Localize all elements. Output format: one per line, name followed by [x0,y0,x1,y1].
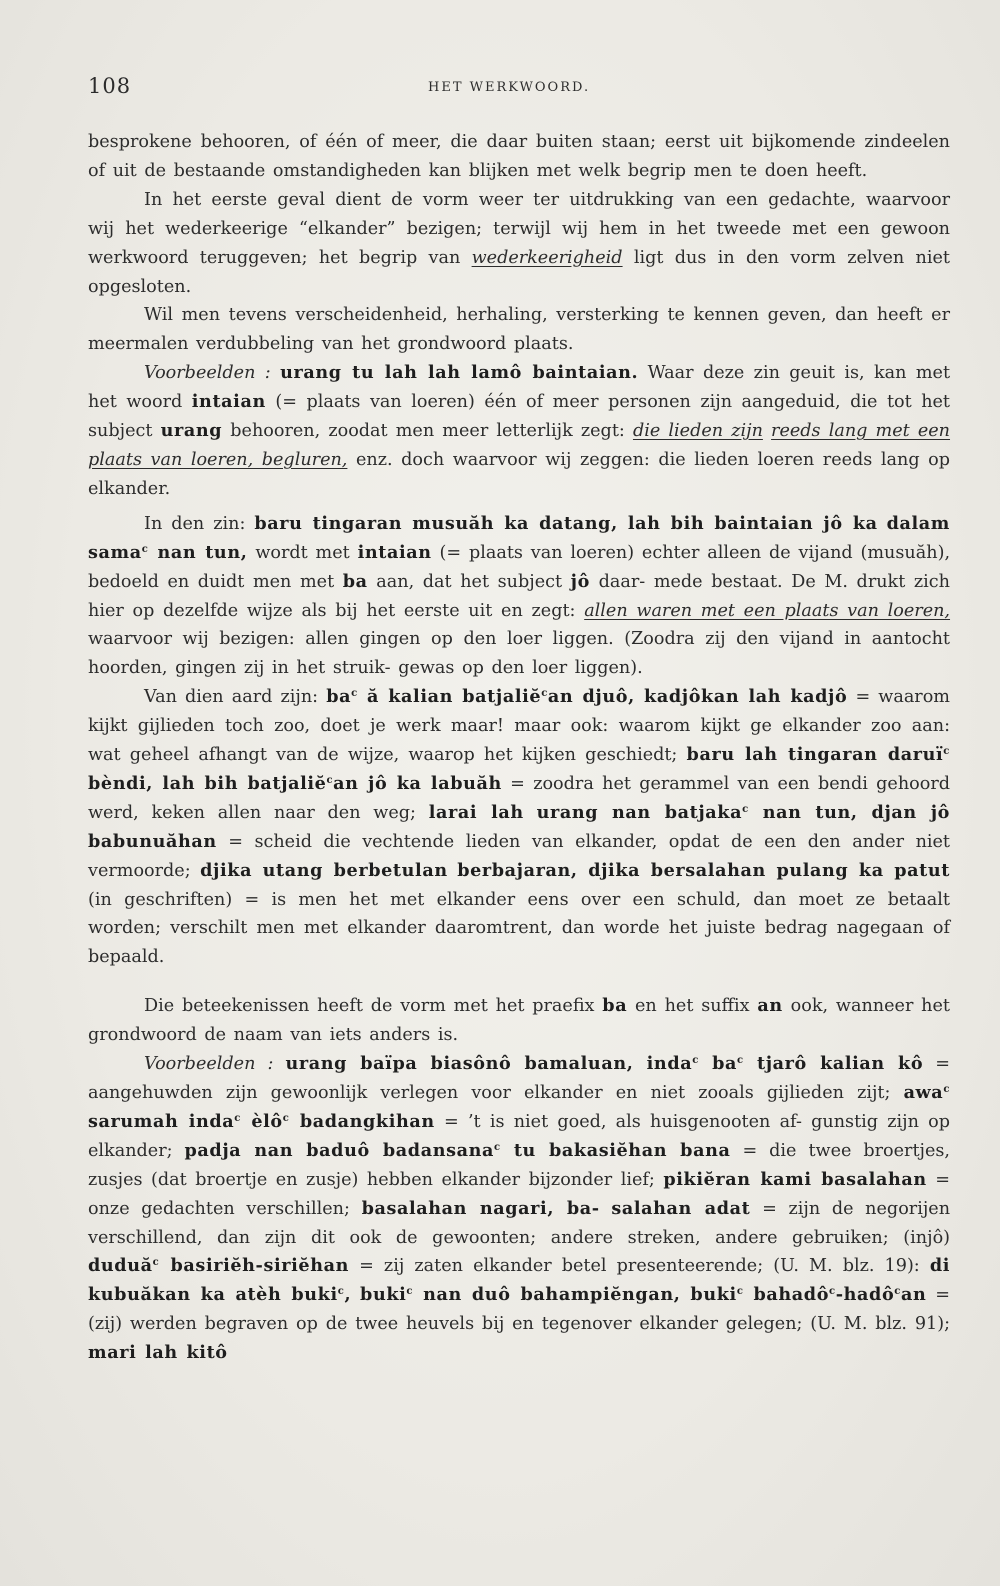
malay-word: buki [360,1284,407,1306]
superscript-mark: c [736,1286,744,1298]
superscript-mark: c [494,1141,501,1153]
text-run: Die beteekenissen heeft de vorm met het praefix [144,996,595,1017]
text-run: de vijand (musuăh), bedoeld en duidt men met [88,542,951,592]
text-run: elkander zoo aan: wat geheel afhangt van de wijze, waarop het kijken geschiedt; [88,716,950,766]
malay-word: di kubuăkan ka atèh buki [88,1255,951,1306]
emphasis-term: wederkeerigheid [471,247,623,268]
malay-word: urang baïpa biasônô bamaluan, inda [285,1053,693,1075]
text-run: = zij zaten [359,1256,463,1277]
text-run: (injô) [903,1227,951,1248]
superscript-mark: c [829,1286,836,1298]
text-run: (= plaats van loeren) één of meer personen zijn aangeduid, [275,392,841,413]
page-number: 108 [88,74,132,98]
text-run: = ’t is niet goed, als huisgenooten af- [444,1111,802,1132]
superscript-mark: c [326,774,334,786]
text-run: die twee broertjes, zusjes (dat broertje en zusje) hebben elkander bijzonder lief; [88,1140,951,1190]
text-run: = [742,1140,758,1161]
text-run: lieden loeren reeds lang op elkander. [88,449,951,499]
text-run: = onze gedachten verschillen; [88,1169,951,1219]
malay-example: intaian [357,541,432,563]
superscript-mark: c [692,1055,699,1067]
text-line: besprokene behooren, of één of meer, die daar buiten staan; eerst uit bijkomende [88,132,856,152]
malay-word: tu bakasiĕhan bana [513,1139,731,1161]
paragraph [88,683,950,972]
superscript-mark: c [943,1084,951,1095]
running-head [0,74,1000,104]
malay-example: jô [570,570,590,592]
malay-word: duduă [88,1255,153,1277]
text-run: elkander betel presenteerende; (U. M. blz. 19): [473,1256,920,1277]
text-run: gewas op den loer liggen). [398,658,643,679]
text-run: = zoodra [510,773,594,794]
paragraph [88,359,950,504]
examples-label: Voorbeelden : [144,363,271,384]
malay-word: nan tun, [157,541,248,563]
text-run: wanneer het grondwoord de naam van iets anders is. [88,996,950,1046]
text-run: (in geschriften) = is men het [88,889,378,910]
paragraph [88,128,950,186]
text-run: met het woord [88,363,951,413]
text-run: gunstig zijn op elkander; [88,1111,950,1161]
superscript-mark: c [234,1112,241,1124]
text-line: ligt dus in [633,247,735,268]
text-run: = waarom kijkt gijlieden toch zoo, doet je werk maar! maar ook: waarom kijkt ge [88,687,950,737]
text-line: Wil men tevens verscheidenheid, herhaling, versterking te kennen geven, dan [144,305,869,326]
malay-example [88,1255,349,1276]
text-run: Waar deze zin geuit is, kan [647,363,907,384]
malay-example [185,1140,731,1161]
text-run: Van dien aard zijn: [144,687,319,708]
text-line: doen heeft. [764,160,868,181]
paragraph [88,992,950,1050]
malay-word: -hadô [835,1284,895,1306]
superscript-mark: c [351,688,358,700]
malay-example [360,1284,926,1305]
malay-example: baru tingaran musuăh ka datang, lah bih baintaian jô ka [254,512,878,534]
malay-word: an [900,1284,927,1306]
text-run: op de twee heuvels bij en tegenover elkander gelegen; (U. M. blz. 91); [296,1314,951,1335]
text-run: wordt met [255,542,350,563]
text-run: ook, [790,996,829,1017]
malay-word: urang nan batjaka [536,801,743,823]
malay-example: mari lah kitô [88,1342,228,1364]
superscript-mark: c [152,1257,160,1269]
malay-example: djika utang berbetulan [200,859,448,881]
text-run: enz. doch waarvoor wij zeggen: die [355,449,686,470]
malay-word: basiriĕh-siriĕhan [170,1255,349,1277]
superscript-mark: c [541,688,548,700]
emphasis-term: die lieden zijn [632,421,763,442]
malay-example: urang [160,420,223,442]
malay-word: an djuô, kadjôkan lah kadjô [547,686,848,708]
superscript-mark: c [894,1286,901,1298]
paragraph [88,186,950,302]
text-run: = aangehuwden zijn gewoonlijk verlegen voor elkander en niet zooals gijlieden zijt; [88,1054,950,1103]
superscript-mark: c [737,1055,744,1067]
superscript-mark: c [141,543,149,555]
text-run: mede bestaat. De M. drukt zich hier op dezelfde wijze als bij het eerste uit en [88,571,950,621]
malay-word: bahadô [753,1284,830,1306]
superscript-mark: c [943,746,950,758]
text-run: die tot het subject [88,392,951,442]
text-run: en het suffix [635,996,750,1017]
malay-word: baru lah tingaran daruï [686,744,944,766]
paragraph [88,510,950,683]
malay-word: ă kalian batjaliĕ [367,686,542,708]
text-run: met elkander eens over een schuld, dan moet ze betaalt worden; verschilt men met [88,889,950,939]
text-line: den vorm zelven niet opgesloten. [88,247,950,297]
malay-word: nan duô bahampiĕngan, buki [423,1284,737,1306]
paragraph [88,301,950,359]
superscript-mark: c [282,1112,290,1124]
malay-example: larai lah [428,801,524,823]
text-run: = scheid die vechtende lieden [228,831,521,852]
malay-word: ba [326,686,352,708]
malay-word: an jô ka labuăh [333,772,502,794]
text-run: = (zij) werden begraven [88,1285,951,1335]
text-line: In het eerste geval dient de vorm weer ter uitdrukking van een gedachte, [144,189,856,210]
text-run: het gerammel van een bendi gehoord werd, keken allen naar den weg; [88,773,951,823]
malay-word: dalam sama [88,512,950,563]
text-run: zegt: [531,600,576,621]
emphasis-term: reeds lang met een plaats van loeren, begluren, [88,421,951,470]
malay-example [286,1053,924,1074]
malay-example: intaian [191,391,266,413]
text-run: waarvoor wij bezigen: allen gingen op [88,629,453,650]
malay-example: pikiĕran kami basalahan [663,1168,927,1190]
text-line: met een gewoon werkwoord teruggeven; het begrip van [88,218,951,268]
text-line: zindeelen of uit de bestaande omstandigheden kan blijken met welk begrip men te [88,132,951,181]
superscript-mark: c [742,803,749,815]
text-run: aan, dat het subject [376,571,563,592]
text-run: van elkander, opdat de een den ander niet vermoorde; [88,831,951,881]
malay-example: urang tu lah lah lamô baintaian. [280,362,639,384]
superscript-mark: c [337,1286,345,1298]
text-run: In den zin: [144,513,246,534]
text-run: behooren, zoodat men meer letterlijk zegt: [230,421,625,442]
malay-word: padja nan baduô badansana [184,1139,494,1161]
paragraph [88,1050,950,1368]
chapter-title: HET WERKWOORD. [428,80,591,95]
superscript-mark: c [406,1286,414,1298]
malay-word: bèndi, lah bih batjaliĕ [88,772,327,794]
text-run: = zijn de negorijen verschillend, dan zijn dit ook de gewoonten; [88,1198,951,1248]
text-line: heeft er meermalen verdubbeling van het grondwoord plaats. [88,305,950,355]
malay-example: ba [342,570,368,592]
text-run: daar- [598,571,646,592]
malay-example: ba [602,995,628,1017]
text-run: (= plaats van loeren) echter alleen [439,542,762,563]
malay-word: ba [712,1053,738,1075]
malay-example: basalahan nagari, ba- [361,1197,600,1219]
malay-word: awa [903,1082,944,1103]
malay-example: an [757,995,783,1017]
malay-word: , [344,1284,352,1306]
malay-word: tjarô kalian kô [756,1053,924,1075]
malay-example: berbajaran, djika bersalahan pulang ka patut [457,859,951,881]
emphasis-term: allen waren met een plaats van loeren, [584,600,951,621]
body-text [88,128,950,1368]
text-run: den loer liggen. (Zoodra zij den vijand in aantocht hoorden, gingen zij in het struik- [88,629,950,679]
malay-word: sarumah inda [88,1110,235,1132]
text-run: elkander daaromtrent, dan worde het juiste bedrag nagegaan of bepaald. [88,918,951,968]
malay-word: nan tun, djan jô babunuăhan [88,801,951,852]
examples-label: Voorbeelden : [144,1054,274,1075]
malay-example: salahan adat [611,1197,751,1219]
malay-word: badangkihan [299,1110,435,1132]
text-line: waarvoor wij het wederkeerige “elkander” bezigen; terwijl wij hem in het tweede [88,189,951,239]
malay-word: èlô [251,1110,283,1132]
malay-example [326,686,847,707]
text-run: andere streken, andere gebruiken; [550,1227,889,1248]
